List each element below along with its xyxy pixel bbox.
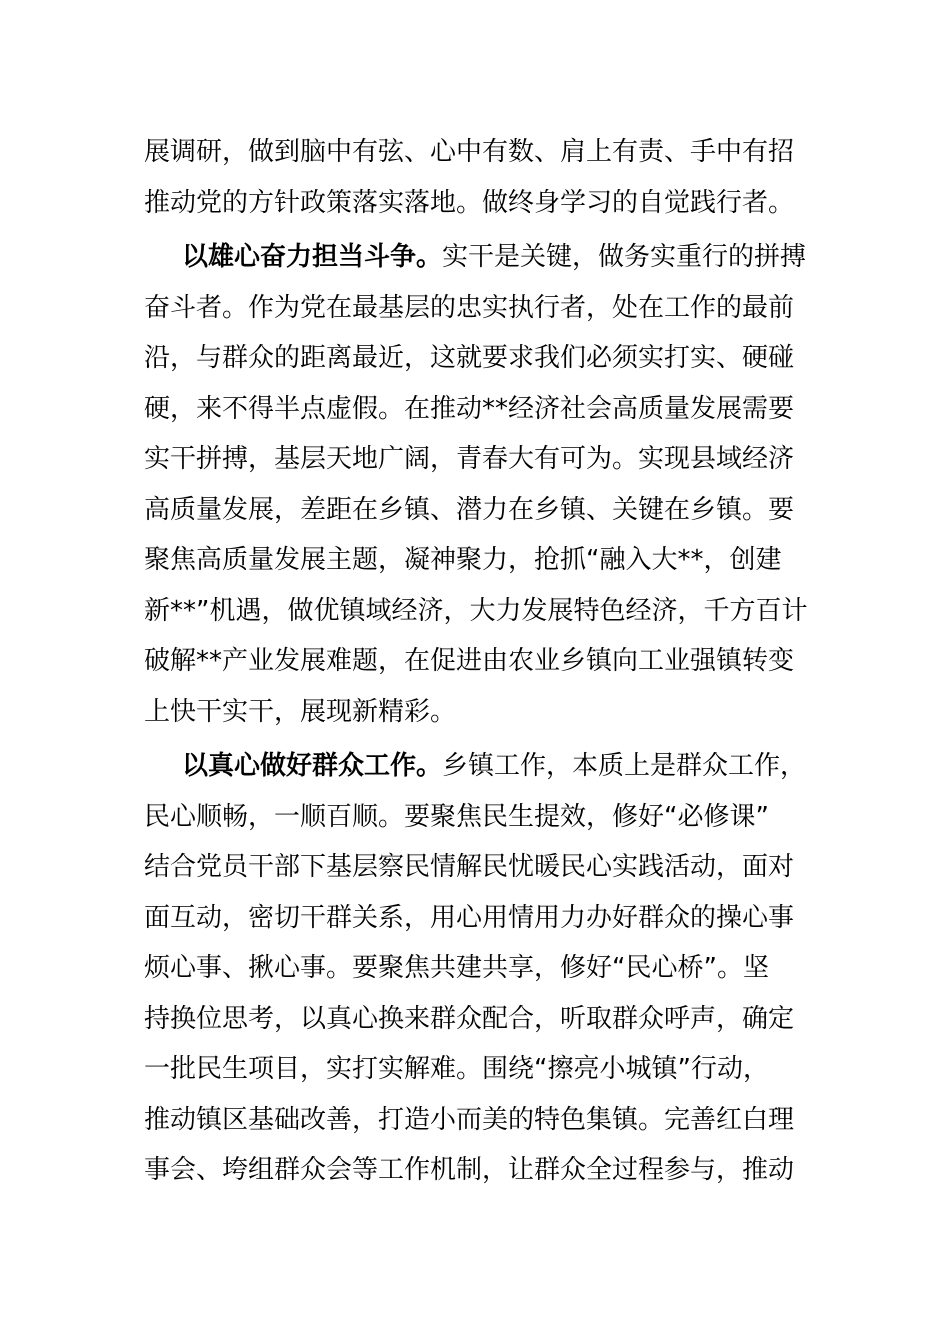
paragraph-2 (144, 232, 812, 737)
text-line: 一批民生项目，实打实解难。围绕“擦亮小城镇”行动， (144, 1054, 769, 1084)
text-line-first (144, 232, 812, 283)
text-line: 烦心事、揪心事。要聚焦共建共享，修好“民心桥”。坚 (144, 953, 769, 983)
text-line: 上快干实干，展现新精彩。 (144, 696, 457, 727)
text-line: 聚焦高质量发展主题，凝神聚力，抢抓“融入大**，创建 (144, 545, 782, 575)
text-line: 推动党的方针政策落实落地。做终身学习的自觉践行者。 (144, 187, 795, 218)
text-line: 实干拼搏，基层天地广阔，青春大有可为。实现县域经济 (144, 444, 795, 474)
text-line: 硬，来不得半点虚假。在推动**经济社会高质量发展需要 (144, 393, 795, 424)
text-line: 面互动，密切干群关系，用心用情用力办好群众的操心事 (144, 902, 795, 933)
paragraph-1 (144, 127, 812, 228)
paragraph-heading: 以雄心奋力担当斗争。 (182, 242, 443, 272)
text-line: 结合党员干部下基层察民情解民忧暖民心实践活动，面对 (144, 852, 795, 882)
document-body (144, 127, 812, 1196)
text-run: 实干是关键，做务实重行的拼搏 (442, 242, 807, 272)
text-line: 新**”机遇，做优镇域经济，大力发展特色经济，千方百计 (144, 595, 808, 626)
text-line: 高质量发展，差距在乡镇、潜力在乡镇、关键在乡镇。要 (144, 494, 795, 525)
text-line: 事会、垮组群众会等工作机制，让群众全过程参与，推动 (144, 1155, 795, 1185)
text-line: 沿，与群众的距离最近，这就要求我们必须实打实、硬碰 (144, 343, 795, 373)
text-line: 破解**产业发展难题，在促进由农业乡镇向工业强镇转变 (144, 646, 795, 676)
text-line: 推动镇区基础改善，打造小而美的特色集镇。完善红白理 (144, 1104, 795, 1135)
text-line: 持换位思考，以真心换来群众配合，听取群众呼声，确定 (144, 1003, 795, 1034)
text-line: 民心顺畅，一顺百顺。要聚焦民生提效，修好“必修课” (144, 801, 769, 832)
text-line: 展调研，做到脑中有弦、心中有数、肩上有责、手中有招 (144, 137, 795, 167)
paragraph-heading: 以真心做好群众工作。 (182, 751, 443, 781)
text-line-first (144, 741, 812, 792)
text-line: 奋斗者。作为党在最基层的忠实执行者，处在工作的最前 (144, 292, 795, 323)
paragraph-3 (144, 741, 812, 1196)
text-run: 乡镇工作，本质上是群众工作， (442, 751, 807, 781)
